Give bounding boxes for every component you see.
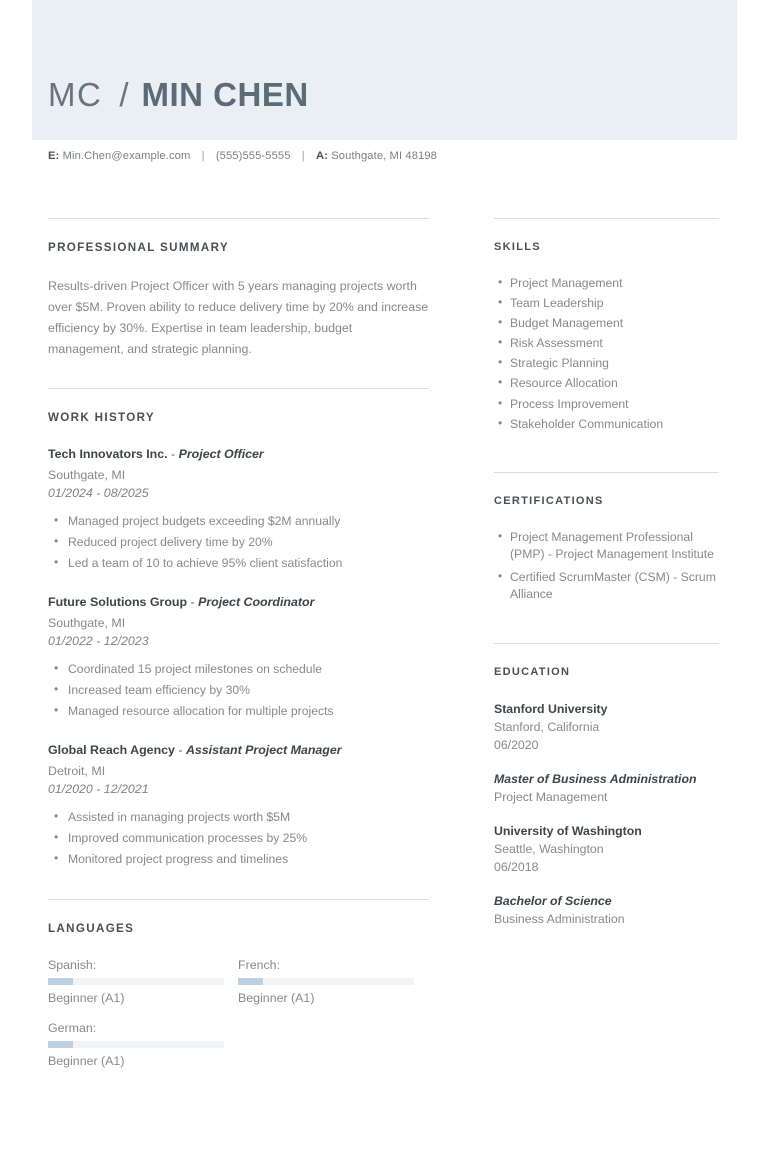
- right-column: [494, 218, 719, 928]
- job-bullet: • Reduced project delivery time by 20%: [66, 533, 429, 551]
- skill-item: • Risk Assessment: [510, 335, 719, 353]
- address-value: Southgate, MI 48198: [331, 150, 438, 162]
- section-divider: [48, 218, 429, 219]
- email-label: E:: [48, 150, 60, 162]
- skill-item: • Strategic Planning: [510, 355, 719, 373]
- education-degree: Master of Business Administration: [494, 771, 697, 786]
- skill-item: • Budget Management: [510, 315, 719, 333]
- skills-list: [494, 275, 719, 433]
- left-column: [48, 218, 429, 1083]
- spacer: [48, 871, 429, 899]
- job-bullet: • Coordinated 15 project milestones on schedule: [66, 660, 429, 678]
- section-title-work-history: WORK HISTORY: [48, 411, 156, 424]
- spacer: [48, 360, 429, 374]
- work-history-entry: [48, 742, 429, 868]
- language-proficiency-bar: [48, 1041, 224, 1048]
- job-bullet: • Managed project budgets exceeding $2M annually: [66, 512, 429, 530]
- header-band: [32, 0, 737, 140]
- address-label: A:: [316, 150, 329, 162]
- language-name: French:: [238, 958, 281, 972]
- job-role: Assistant Project Manager: [185, 743, 342, 757]
- name-header: [48, 78, 309, 111]
- job-role: Project Coordinator: [198, 595, 315, 609]
- spacer: [494, 436, 719, 472]
- language-proficiency-bar: [238, 978, 414, 985]
- education-entry: [494, 700, 719, 754]
- language-item: [238, 957, 428, 1006]
- certifications-list: [494, 529, 719, 604]
- job-bullet: • Monitored project progress and timelines: [66, 850, 429, 868]
- language-level: Beginner (A1): [48, 1054, 125, 1068]
- job-dates: 01/2022 - 12/2023: [48, 634, 149, 648]
- section-title-certifications: CERTIFICATIONS: [494, 494, 604, 507]
- job-heading: [48, 742, 429, 759]
- skill-item: • Stakeholder Communication: [510, 416, 719, 434]
- contact-separator-2: |: [301, 150, 305, 162]
- skill-item: • Team Leadership: [510, 295, 719, 313]
- email-value: Min.Chen@example.com: [62, 150, 191, 162]
- language-item: [48, 1020, 238, 1069]
- languages-grid: [48, 957, 429, 1083]
- skill-item: • Resource Allocation: [510, 375, 719, 393]
- section-title-skills: SKILLS: [494, 241, 541, 253]
- job-role: Project Officer: [178, 447, 264, 461]
- certification-item: • Certified ScrumMaster (CSM) - Scrum Alliance: [510, 569, 719, 604]
- section-divider: [48, 899, 429, 900]
- section-certifications: [494, 472, 719, 604]
- job-location: Detroit, MI: [48, 764, 106, 778]
- spacer: [494, 609, 719, 643]
- job-bullet: • Led a team of 10 to achieve 95% client satisfaction: [66, 554, 429, 572]
- job-bullet: • Managed resource allocation for multiple projects: [66, 702, 429, 720]
- work-history-entry: [48, 594, 429, 720]
- job-heading: [48, 446, 429, 463]
- section-divider: [494, 472, 719, 473]
- name-separator: /: [119, 76, 129, 113]
- professional-summary-text: Results-driven Project Officer with 5 years managing projects worth over $5M. Proven ability to reduce delivery time by 20% and increase efficiency by 30%. Expertise in team leadership, budget management, and strategic planning.: [48, 279, 429, 356]
- contact-line: [48, 150, 437, 162]
- education-degree-entry: [494, 770, 719, 806]
- language-proficiency-fill: [48, 1041, 73, 1048]
- job-bullets: [48, 660, 429, 720]
- job-location: Southgate, MI: [48, 468, 126, 482]
- job-heading: [48, 594, 429, 611]
- job-dates: 01/2024 - 08/2025: [48, 486, 149, 500]
- section-title-professional-summary: PROFESSIONAL SUMMARY: [48, 241, 229, 254]
- job-company: Global Reach Agency: [48, 743, 175, 757]
- page-title: MIN CHEN: [141, 76, 309, 113]
- section-divider: [494, 643, 719, 644]
- job-company: Tech Innovators Inc.: [48, 447, 168, 461]
- education-field: Business Administration: [494, 911, 625, 926]
- education-location: Stanford, California: [494, 719, 600, 734]
- work-history-entry: [48, 446, 429, 572]
- job-location: Southgate, MI: [48, 616, 126, 630]
- job-bullet: • Increased team efficiency by 30%: [66, 681, 429, 699]
- education-date: 06/2018: [494, 859, 539, 874]
- education-degree-entry: [494, 892, 719, 928]
- language-level: Beginner (A1): [48, 991, 125, 1005]
- section-work-history: [48, 388, 429, 868]
- education-entry: [494, 822, 719, 876]
- language-level: Beginner (A1): [238, 991, 315, 1005]
- contact-separator-1: |: [201, 150, 205, 162]
- phone-value: (555)555-5555: [215, 150, 291, 162]
- certification-item: • Project Management Professional (PMP) - Project Management Institute: [510, 529, 719, 564]
- job-bullets: [48, 808, 429, 868]
- education-degree: Bachelor of Science: [494, 893, 612, 908]
- language-proficiency-fill: [238, 978, 263, 985]
- section-title-education: EDUCATION: [494, 665, 571, 678]
- education-location: Seattle, Washington: [494, 841, 604, 856]
- section-divider: [494, 218, 719, 219]
- job-dash: -: [167, 447, 179, 461]
- language-proficiency-bar: [48, 978, 224, 985]
- section-title-languages: LANGUAGES: [48, 922, 135, 935]
- job-dash: -: [174, 743, 186, 757]
- education-date: 06/2020: [494, 737, 539, 752]
- section-education: [494, 643, 719, 928]
- education-school: Stanford University: [494, 701, 608, 716]
- skill-item: • Project Management: [510, 275, 719, 293]
- job-company: Future Solutions Group: [48, 595, 188, 609]
- job-bullet: • Improved communication processes by 25%: [66, 829, 429, 847]
- language-name: German:: [48, 1021, 97, 1035]
- section-professional-summary: [48, 218, 429, 360]
- language-item: [48, 957, 238, 1006]
- skill-item: • Process Improvement: [510, 396, 719, 414]
- section-languages: [48, 899, 429, 1083]
- education-school: University of Washington: [494, 823, 642, 838]
- section-divider: [48, 388, 429, 389]
- education-field: Project Management: [494, 789, 608, 804]
- job-dash: -: [187, 595, 199, 609]
- section-skills: [494, 218, 719, 433]
- job-bullets: [48, 512, 429, 572]
- initials-monogram: MC: [48, 76, 103, 113]
- language-name: Spanish:: [48, 958, 97, 972]
- job-bullet: • Assisted in managing projects worth $5M: [66, 808, 429, 826]
- job-dates: 01/2020 - 12/2021: [48, 782, 149, 796]
- spacer: [48, 374, 429, 388]
- language-proficiency-fill: [48, 978, 73, 985]
